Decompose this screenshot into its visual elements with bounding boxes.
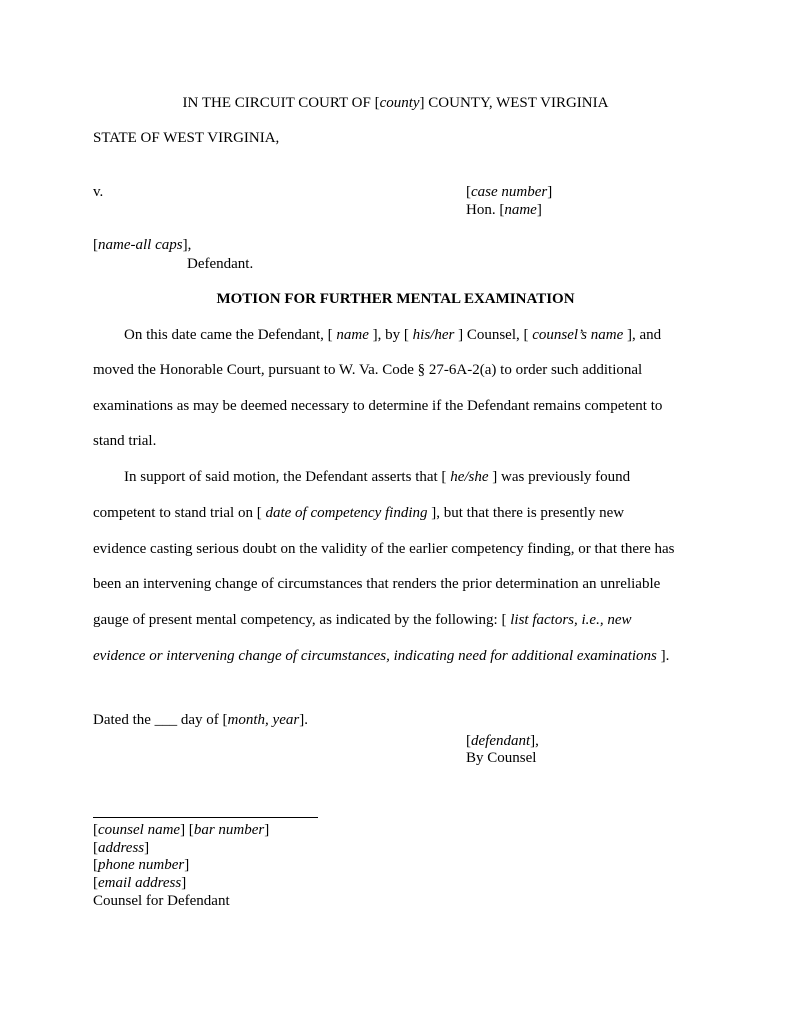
motion-title: MOTION FOR FURTHER MENTAL EXAMINATION — [216, 291, 575, 307]
counsel-for-defendant: Counsel for Defendant — [93, 893, 230, 909]
paragraph1-line2: moved the Honorable Court, pursuant to W. Va. Code § 27-6A-2(a) to order such additional — [93, 362, 643, 378]
signature-line — [93, 817, 318, 818]
judge-name-placeholder: name — [504, 202, 537, 218]
paragraph2-line6: evidence or intervening change of circumstances, indicating need for additional examinations ]. — [93, 648, 670, 664]
paragraph2-line3: evidence casting serious doubt on the validity of the earlier competency finding, or that there has — [93, 541, 675, 557]
paragraph2-line2: competent to stand trial on [ date of competency finding ], but that there is presently new — [93, 505, 625, 521]
case-number-placeholder: case number — [471, 184, 548, 200]
pronoun-placeholder: his/her — [412, 327, 455, 343]
address-line: [address] — [93, 840, 150, 856]
paragraph2-line5: gauge of present mental competency, as indicated by the following: [ list factors, i.e., new — [93, 612, 632, 628]
dated-line: Dated the ___ day of [month, year]. — [93, 712, 308, 728]
state-party: STATE OF WEST VIRGINIA, — [93, 130, 280, 146]
month-year-placeholder: month, year — [227, 712, 300, 728]
defendant-placeholder: defendant — [471, 733, 531, 749]
paragraph1-line3: examinations as may be deemed necessary to determine if the Defendant remains competent to — [93, 398, 663, 414]
counsel-name-placeholder: counsel’s name — [532, 327, 624, 343]
counsel-name-placeholder: counsel name — [98, 822, 181, 838]
factors-placeholder: list factors, i.e., new — [510, 612, 632, 628]
name-placeholder: name — [336, 327, 369, 343]
defendant-name-line: [name-all caps], — [93, 237, 192, 253]
versus: v. — [93, 184, 104, 200]
factors-placeholder-continued: evidence or intervening change of circumstances, indicating need for additional examinations — [93, 648, 657, 664]
paragraph2-line4: been an intervening change of circumstances that renders the prior determination an unreliable — [93, 576, 661, 592]
paragraph2-line1: In support of said motion, the Defendant asserts that [ he/she ] was previously found — [124, 469, 631, 485]
pronoun-placeholder: he/she — [450, 469, 489, 485]
email-line: [email address] — [93, 875, 187, 891]
email-placeholder: email address — [98, 875, 182, 891]
competency-date-placeholder: date of competency finding — [265, 505, 428, 521]
court-heading: IN THE CIRCUIT COURT OF [county] COUNTY, WEST VIRGINIA — [182, 95, 609, 111]
paragraph1-line4: stand trial. — [93, 433, 157, 449]
address-placeholder: address — [98, 840, 145, 856]
phone-placeholder: phone number — [98, 857, 185, 873]
case-number-line: [case number] — [466, 184, 553, 200]
judge-line: Hon. [name] — [466, 202, 542, 218]
by-counsel: By Counsel — [466, 750, 537, 766]
county-placeholder: county — [379, 95, 420, 111]
paragraph1-line1: On this date came the Defendant, [ name ], by [ his/her ] Counsel, [ counsel’s name ], and — [124, 327, 662, 343]
defendant-name-placeholder: name-all caps — [98, 237, 183, 253]
counsel-name-bar-line: [counsel name] [bar number] — [93, 822, 270, 838]
phone-line: [phone number] — [93, 857, 190, 873]
defendant-label: Defendant. — [187, 256, 254, 272]
bar-number-placeholder: bar number — [193, 822, 265, 838]
signature-defendant: [defendant], — [466, 733, 539, 749]
